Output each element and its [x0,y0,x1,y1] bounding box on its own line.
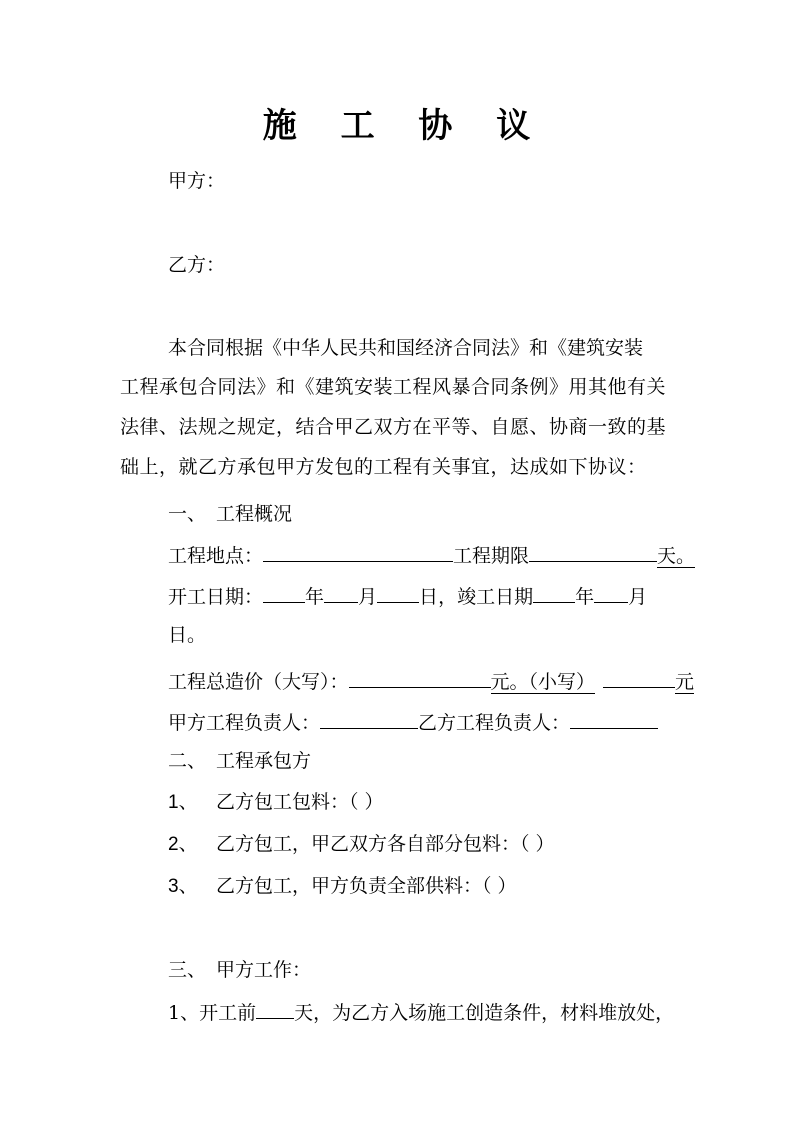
end-day-label: 日。 [168,624,207,646]
option-1-number: 1、 [168,792,198,813]
end-month-field[interactable] [594,580,628,603]
location-line [168,539,695,571]
period-field[interactable] [529,539,657,562]
end-date-label: ，竣工日期 [438,586,534,608]
start-month-field[interactable] [324,580,358,603]
section-1-number: 一、 [168,503,207,525]
option-3 [168,871,517,902]
location-field[interactable] [263,539,453,562]
days-before-field[interactable] [256,996,294,1019]
section-3-number: 三、 [168,959,207,981]
period-label: 工程期限 [453,545,530,567]
party-b-manager-label: 乙方工程负责人： [418,712,571,734]
option-2 [168,829,555,860]
party-a-manager-label: 甲方工程负责人： [168,712,321,734]
section-3-heading [168,955,311,985]
start-day-label: 日 [419,586,439,608]
start-day-field[interactable] [377,580,419,603]
party-a-label: 甲方： [168,170,226,192]
intro-line-1: 本合同根据《中华人民共和国经济合同法》和《建筑安装 [168,337,644,359]
item-3-1-text: 天，为乙方入场施工创造条件，材料堆放处， [294,1002,675,1024]
section-3-title: 甲方工作： [216,959,312,981]
item-3-1-prefix: 1、开工前 [168,1002,257,1024]
section-2-heading [168,746,311,776]
option-1 [168,787,384,818]
price-yuan-label: 元 [675,671,695,693]
price-yuan-small-label: 元。（小写） [490,671,596,693]
section-2-number: 二、 [168,750,207,772]
start-year-label: 年 [305,586,325,608]
option-3-number: 3、 [168,876,198,897]
price-line [168,665,694,697]
document-title: 施 工 协 议 [262,106,547,146]
option-1-text: 乙方包工包料：（ ） [216,791,384,813]
section-1-heading [168,499,292,529]
dates-line [168,580,647,612]
end-year-label: 年 [575,586,595,608]
option-3-text: 乙方包工，甲方负责全部供料：（ ） [216,875,517,897]
section-2-title: 工程承包方 [216,750,312,772]
intro-line-2: 工程承包合同法》和《建筑安装工程风暴合同条例》用其他有关 [120,376,667,398]
price-number-field[interactable] [603,665,675,688]
option-2-number: 2、 [168,834,198,855]
persons-line [168,706,658,738]
start-date-label: 开工日期： [168,586,264,608]
party-b-label: 乙方： [168,254,226,276]
intro-line-4: 础上，就乙方承包甲方发包的工程有关事宜，达成如下协议： [120,456,647,478]
days-label: 天。 [657,545,696,567]
location-label: 工程地点： [168,545,264,567]
item-3-1 [168,996,674,1028]
intro-line-3: 法律、法规之规定，结合甲乙双方在平等、自愿、协商一致的基 [120,416,667,438]
option-2-text: 乙方包工，甲乙双方各自部分包料：（ ） [216,833,555,855]
end-year-field[interactable] [533,580,575,603]
section-1-title: 工程概况 [216,503,293,525]
start-year-field[interactable] [263,580,305,603]
start-month-label: 月 [358,586,378,608]
price-words-field[interactable] [349,665,491,688]
end-month-label: 月 [628,586,648,608]
price-label: 工程总造价（大写）： [168,671,349,693]
party-b-manager-field[interactable] [570,706,658,729]
party-a-manager-field[interactable] [320,706,418,729]
